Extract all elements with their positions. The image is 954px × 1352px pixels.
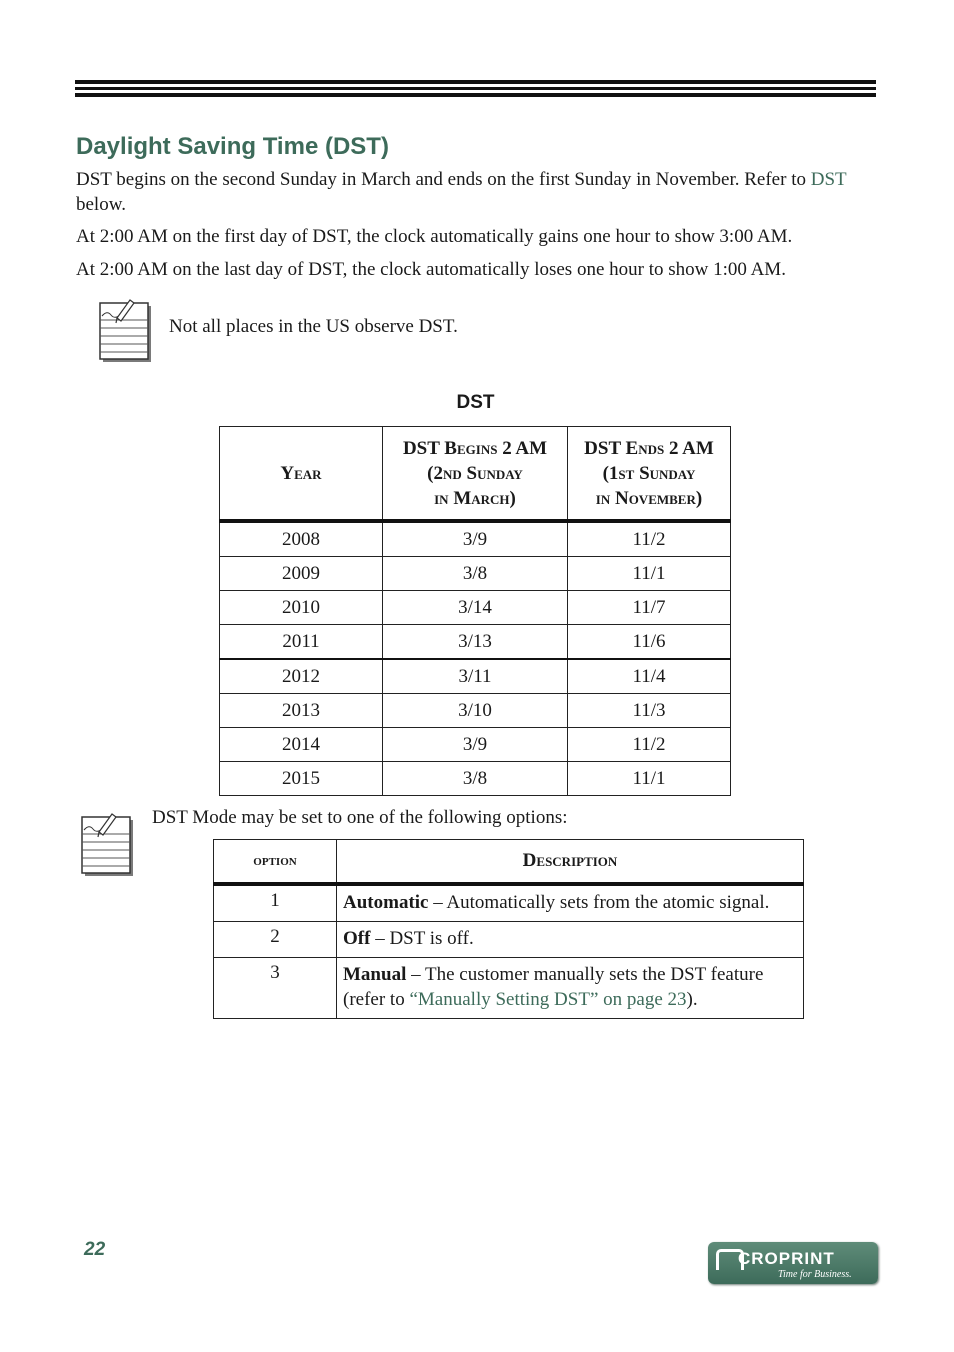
options-header-row	[214, 840, 804, 885]
cell-ends: 11/6	[568, 625, 731, 660]
intro-paragraph-2: At 2:00 AM on the first day of DST, the clock automatically gains one hour to show 3:00 AM.	[76, 226, 793, 247]
note-pad-icon	[79, 812, 135, 878]
intro-line1-end: below.	[76, 194, 126, 215]
cell-begins: 3/11	[383, 659, 568, 694]
header-dst-begins	[383, 427, 568, 522]
table-row	[220, 521, 731, 557]
dst-table-caption: DST	[456, 392, 495, 413]
table-row	[214, 884, 804, 922]
option-term: Manual	[343, 964, 407, 985]
option-term: Off	[343, 928, 371, 949]
option-description	[337, 884, 804, 922]
note-dst-mode: DST Mode may be set to one of the following options:	[152, 807, 568, 828]
header-ends-line1: DST Ends 2 AM	[584, 437, 714, 459]
header-rule-top	[75, 80, 876, 84]
option-text: – Automatically sets from the atomic signal.	[428, 892, 770, 913]
option-number: 3	[214, 958, 337, 1019]
cell-year: 2011	[220, 625, 383, 660]
cell-year: 2012	[220, 659, 383, 694]
intro-paragraph-3: At 2:00 AM on the last day of DST, the clock automatically loses one hour to show 1:00 AM.	[76, 259, 786, 280]
cell-year: 2015	[220, 762, 383, 796]
header-ends-line2: (1st Sunday	[602, 462, 696, 484]
cell-begins: 3/8	[383, 557, 568, 591]
note-observe-dst: Not all places in the US observe DST.	[169, 316, 458, 337]
cell-ends: 11/7	[568, 591, 731, 625]
acroprint-logo	[708, 1242, 878, 1284]
cell-ends: 11/1	[568, 762, 731, 796]
cell-year: 2008	[220, 521, 383, 557]
cell-ends: 11/2	[568, 728, 731, 762]
cell-year: 2013	[220, 694, 383, 728]
intro-line1-text: DST begins on the second Sunday in March and ends on the first Sunday in November. Refer to	[76, 169, 806, 190]
header-begins-line1: DST Begins 2 AM	[402, 437, 548, 459]
header-begins-line3: in March)	[434, 487, 516, 509]
cell-year: 2010	[220, 591, 383, 625]
logo-tagline: Time for Business.	[778, 1269, 852, 1280]
header-dst-ends	[568, 427, 731, 522]
cell-ends: 11/2	[568, 521, 731, 557]
table-row	[220, 557, 731, 591]
option-description	[337, 958, 804, 1019]
cell-begins: 3/13	[383, 625, 568, 660]
section-heading: Daylight Saving Time (DST)	[76, 133, 389, 160]
dst-table-header-row	[220, 427, 731, 522]
header-rule-middle	[75, 87, 876, 90]
table-row	[220, 762, 731, 796]
dst-table-link[interactable]: DST	[810, 169, 847, 190]
cell-year: 2014	[220, 728, 383, 762]
cell-begins: 3/10	[383, 694, 568, 728]
table-row	[214, 922, 804, 958]
header-option: option	[214, 840, 337, 885]
option-number: 1	[214, 884, 337, 922]
cell-begins: 3/9	[383, 521, 568, 557]
option-number: 2	[214, 922, 337, 958]
option-term: Automatic	[343, 892, 429, 913]
header-begins-line2: (2nd Sunday	[427, 462, 523, 484]
cell-begins: 3/9	[383, 728, 568, 762]
table-row	[220, 659, 731, 694]
table-row	[220, 591, 731, 625]
cell-begins: 3/14	[383, 591, 568, 625]
dst-dates-table	[219, 426, 731, 796]
table-row	[220, 694, 731, 728]
page-number: 22	[84, 1239, 106, 1260]
cell-ends: 11/3	[568, 694, 731, 728]
cell-ends: 11/4	[568, 659, 731, 694]
option-description	[337, 922, 804, 958]
cell-begins: 3/8	[383, 762, 568, 796]
header-description: Description	[337, 840, 804, 885]
table-row	[220, 625, 731, 660]
header-year: Year	[220, 427, 383, 522]
table-row	[220, 728, 731, 762]
logo-brand-text: CROPRINT	[738, 1249, 835, 1268]
note-pad-icon	[97, 298, 153, 364]
manual-dst-page-link[interactable]: “Manually Setting DST” on page 23	[409, 989, 687, 1010]
header-ends-line3: in November)	[595, 487, 703, 509]
table-row	[214, 958, 804, 1019]
cell-year: 2009	[220, 557, 383, 591]
option-text-end: ).	[686, 989, 698, 1010]
option-text: – The customer manually sets the DST feature (refer to	[343, 964, 764, 1010]
dst-options-table	[213, 839, 804, 1019]
option-text: – DST is off.	[370, 928, 474, 949]
header-rule-bottom	[75, 93, 876, 97]
intro-paragraph-1	[76, 167, 866, 217]
cell-ends: 11/1	[568, 557, 731, 591]
